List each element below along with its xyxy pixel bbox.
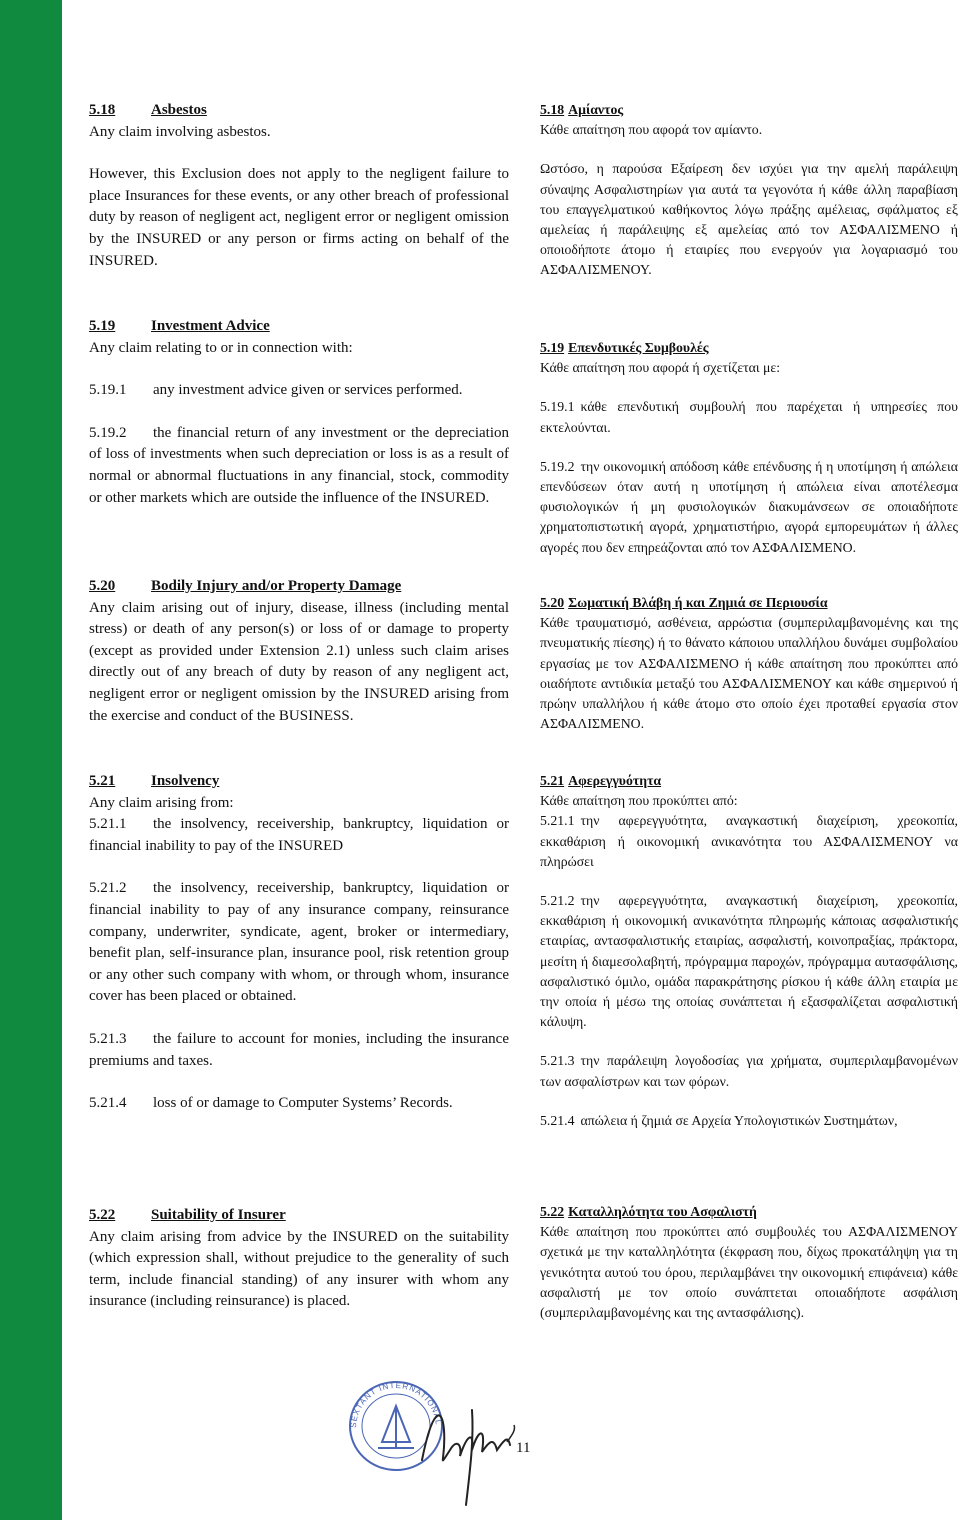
section-5-21: [89, 771, 509, 1115]
item-text: the insolvency, receivership, bankruptcy, liquidation or financial inability to pay of the INSURED: [89, 816, 509, 854]
paragraph: Κάθε απαίτηση που προκύπτει από:: [540, 793, 738, 809]
section-heading: [540, 1202, 958, 1222]
item-text: την οικονομική απόδοση κάθε επένδυσης ή η υποτίμηση ή απώλεια επενδύσεων όταν αυτή η υποτίμηση ή απώλεια είναι αποτέλεσμα φυσιολογικών ή μη φυσιολογικών διακυμάνσεων σε οποιαδήποτε χρηματοπιστωτική αγορά, χρηματιστήριο, αγορά εμπορευμάτων ή άλλες αγορές που δεν επηρεάζονται από τον ΑΣΦΑΛΙΣΜΕΝΟ.: [540, 458, 958, 555]
section-number: 5.19: [540, 340, 565, 355]
item-number: 5.19.2: [540, 458, 575, 474]
list-item: [89, 423, 509, 509]
section-5-22: [89, 1205, 509, 1313]
paragraph: Ωστόσο, η παρούσα Εξαίρεση δεν ισχύει για την αμελή παράλειψη σύναψης Ασφαλιστηρίων για αυτά τα γεγονότα ή κάθε άλλη παραβίαση του επαγγελματικού καθήκοντος λόγω πράξης αμέλειας, σφάλματος εξ αμελείας ή παράλειψης εξ αμελείας από τον ΑΣΦΑΛΙΣΜΕΝΟ ή οποιοδήποτε άτομο ή εταιρίες που ενεργούν για λογαριασμό του ΑΣΦΑΛΙΣΜΕΝΟΥ.: [540, 161, 958, 278]
item-number: 5.21.4: [540, 1112, 575, 1128]
section-5-18: [89, 100, 509, 272]
paragraph: Κάθε απαίτηση που αφορά τον αμίαντο.: [540, 122, 763, 138]
list-item: [540, 1111, 958, 1131]
list-item: [540, 811, 958, 872]
section-title: Σωματική Βλάβη ή και Ζημιά σε Περιουσία: [568, 595, 828, 610]
paragraph: Any claim arising from advice by the INSURED on the suitability (which expression shall, without prejudice to the generality of such term, include financial standing) of any insurer with whom any insurance (including reinsurance) is placed.: [89, 1228, 509, 1310]
section-heading: [540, 771, 958, 791]
item-text: loss of or damage to Computer Systems’ Records.: [153, 1095, 453, 1112]
item-number: 5.21.2: [89, 880, 127, 897]
green-side-bar: [0, 0, 62, 1520]
paragraph: Κάθε τραυματισμό, ασθένεια, αρρώστια (συμπεριλαμβανομένης και της πνευματικής πίεσης) ή το θάνατο κάποιου υπαλλήλου δυνάμει συμβολαίου εργασίας με τον ΑΣΦΑΛΙΣΜΕΝΟ ή κάθε απαίτηση που προκύπτει από οιαδήποτε αντιδικία μεταξύ του ΑΣΦΑΛΙΣΜΕΝΟΥ και κάθε σημερινού ή πρώην υπαλλήλου ή κάθε άτομο στο οποίο έχει προταθεί εργασία στον ΑΣΦΑΛΙΣΜΕΝΟ.: [540, 615, 958, 732]
section-heading: [89, 576, 509, 598]
section-number: 5.18: [540, 102, 565, 117]
list-item: [89, 814, 509, 857]
section-5-19: [89, 316, 509, 509]
section-title: Αμίαντος: [568, 102, 624, 117]
item-text: την αφερεγγυότητα, αναγκαστική διαχείριση, χρεοκοπία, εκκαθάριση ή οικονομική ανικανότητα του ΑΣΦΑΛΙΣΜΕΝΟΥ να πληρώσει: [540, 813, 958, 869]
paragraph: Κάθε απαίτηση που προκύπτει από συμβουλές του ΑΣΦΑΛΙΣΜΕΝΟΥ σχετικά με την καταλληλότητα (έκφραση που, δίχως προκατάληψη για τη γενικότητα αυτού του όρου, περιλαμβάνει την οικονομική επιφάνεια) κάθε ασφαλιστή με τον οποίο συνάπτεται οποιαδήποτε ασφάλιση (συμπεριλαμβανομένης και της αντασφάλισης).: [540, 1224, 958, 1321]
list-item: [540, 891, 958, 1032]
section-heading: [89, 100, 509, 122]
item-number: 5.21.1: [89, 816, 127, 833]
section-5-20-greek: [540, 593, 958, 734]
list-item: [540, 1051, 958, 1091]
paragraph: However, this Exclusion does not apply to the negligent failure to place Insurances for these events, or any other breach of professional duty by reason of negligent act, negligent error or negligent omission by the INSURED or any person or firms acting on behalf of the INSURED.: [89, 166, 509, 269]
section-title: Επενδυτικές Συμβουλές: [568, 340, 709, 355]
item-number: 5.19.1: [89, 382, 127, 399]
list-item: [89, 878, 509, 1008]
item-text: την αφερεγγυότητα, αναγκαστική διαχείριση, χρεοκοπία, εκκαθάριση ή οικονομική ανικανότητα πληρωμής κάποιας ασφαλιστικής εταιρίας, αντασφαλιστικής εταιρίας, ασφαλιστή, κοινοπραξίας, πράκτορα, μεσίτη ή διαμεσολαβητή, πρόγραμμα παροχών, πρόγραμμα αυτασφάλισης, ασφαλιστικό όμιλο, ομάδα παρακράτησης ρίσκου ή κάθε άλλη εταιρία με την οποία ή μέσω της οποίας συνάπτεται ή εξασφαλίζεται ασφαλιστική κάλυψη.: [540, 893, 958, 1030]
section-heading: [89, 316, 509, 338]
list-item: [540, 397, 958, 437]
handwritten-signature: [412, 1390, 522, 1510]
item-number: 5.21.1: [540, 813, 575, 829]
section-title: Suitability of Insurer: [151, 1207, 286, 1223]
section-number: 5.22: [540, 1204, 565, 1219]
section-5-18-greek: [540, 100, 958, 281]
paragraph: Any claim involving asbestos.: [89, 123, 271, 140]
section-heading: [89, 771, 509, 793]
section-title: Insolvency: [151, 773, 220, 789]
item-text: the failure to account for monies, including the insurance premiums and taxes.: [89, 1030, 509, 1069]
list-item: [540, 457, 958, 558]
item-number: 5.21.2: [540, 893, 575, 909]
paragraph: Κάθε απαίτηση που αφορά ή σχετίζεται με:: [540, 360, 781, 376]
section-number: 5.19: [89, 318, 116, 334]
section-heading: [540, 593, 958, 613]
section-heading: [540, 338, 958, 358]
section-title: Καταλληλότητα του Ασφαλιστή: [568, 1204, 757, 1219]
item-number: 5.21.4: [89, 1095, 127, 1112]
section-title: Αφερεγγυότητα: [568, 773, 662, 788]
paragraph: Any claim arising from:: [89, 794, 234, 811]
section-title: Investment Advice: [151, 318, 270, 334]
svg-text:SEXTANT INTERNATIONAL: SEXTANT INTERNATIONAL: [348, 1380, 443, 1429]
section-number: 5.20: [540, 595, 565, 610]
section-number: 5.20: [89, 578, 116, 594]
paragraph: Any claim arising out of injury, disease, illness (including mental stress) or death of any person(s) or loss of or damage to property (except as provided under Extension 2.1) unless such claim arises directly out of any breach of duty by reason of any negligent act, negligent error or negligent omission by the INSURED arising from the exercise and conduct of the BUSINESS.: [89, 599, 509, 724]
section-5-22-greek: [540, 1202, 958, 1323]
section-heading: [540, 100, 958, 120]
item-number: 5.21.3: [540, 1053, 575, 1069]
section-number: 5.22: [89, 1207, 116, 1223]
item-number: 5.19.1: [540, 399, 575, 415]
page-number: 11: [516, 1440, 531, 1456]
list-item: [89, 1029, 509, 1072]
section-title: Bodily Injury and/or Property Damage: [151, 578, 402, 594]
item-text: απώλεια ή ζημιά σε Αρχεία Υπολογιστικών Συστημάτων,: [580, 1112, 898, 1128]
item-number: 5.21.3: [89, 1030, 127, 1047]
item-text: the financial return of any investment or the depreciation of loss of investments when such depreciation or loss is as a result of normal or abnormal fluctuations in any financial, stock, commodity or other markets which are outside the influence of the INSURED.: [89, 424, 509, 506]
item-text: the insolvency, receivership, bankruptcy, liquidation or financial inability to pay of any insurance company, reinsurance company, underwriter, syndicate, agent, broker or intermediary, benefit plan, self-insurance plan, insurance pool, risk retention group or any other such company with whom, or through whom, insurance cover has been placed or obtained.: [89, 880, 509, 1005]
list-item: [89, 380, 509, 402]
section-title: Asbestos: [151, 102, 207, 118]
section-5-19-greek: [540, 338, 958, 558]
paragraph: Any claim relating to or in connection with:: [89, 339, 353, 356]
item-text: any investment advice given or services performed.: [153, 382, 463, 399]
section-number: 5.18: [89, 102, 116, 118]
list-item: [89, 1093, 509, 1115]
section-number: 5.21: [89, 773, 116, 789]
item-number: 5.19.2: [89, 424, 127, 441]
item-text: την παράλειψη λογοδοσίας για χρήματα, συμπεριλαμβανομένων των ασφαλίστρων και των φόρων.: [540, 1053, 958, 1089]
item-text: κάθε επενδυτική συμβουλή που παρέχεται ή υπηρεσίες που εκτελούνται.: [540, 399, 958, 435]
section-5-21-greek: [540, 771, 958, 1131]
section-5-20: [89, 576, 509, 727]
section-heading: [89, 1205, 509, 1227]
section-number: 5.21: [540, 773, 565, 788]
